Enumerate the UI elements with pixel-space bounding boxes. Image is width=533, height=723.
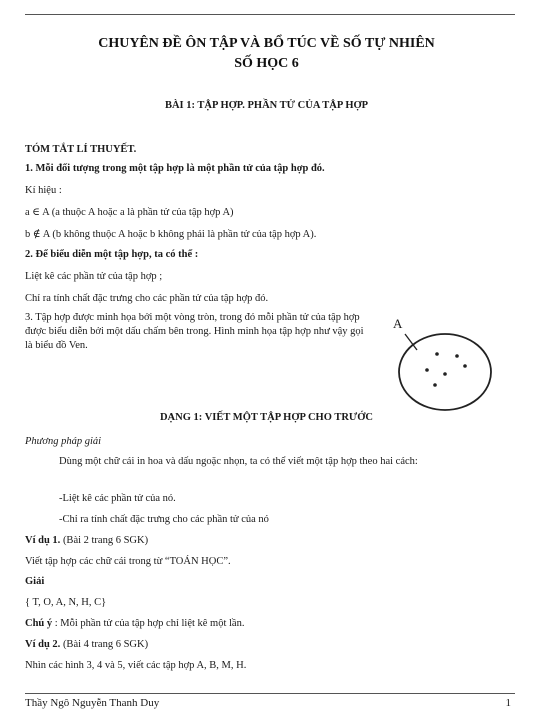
example-2-line xyxy=(25,638,148,652)
note-label: Chú ý xyxy=(25,618,53,629)
example-1-label: Ví dụ 1. xyxy=(25,535,61,546)
example-1-ref: (Bài 2 trang 6 SGK) xyxy=(60,535,149,546)
document-title-line2: SỐ HỌC 6 xyxy=(234,56,299,71)
venn-dot xyxy=(443,372,447,376)
solution-text: { T, O, A, N, H, C} xyxy=(25,597,107,608)
theory-heading: TÓM TẮT LÍ THUYẾT. xyxy=(25,144,137,155)
page-number: 1 xyxy=(505,697,511,709)
element-of-line: a ∈ A (a thuộc A hoặc a là phần tử của tập hợp A) xyxy=(25,207,234,218)
footer-author: Thầy Ngô Nguyễn Thanh Duy xyxy=(25,697,160,709)
method-text: Dùng một chữ cái in hoa và dấu ngoặc nhọn, ta có thể viết một tập hợp theo hai cách: xyxy=(59,456,418,467)
method-label: Phương pháp giải xyxy=(25,436,102,447)
not-element-of-line: b ∉ A (b không thuộc A hoặc b không phải là phần tử của tập hợp A). xyxy=(25,229,317,240)
note-line xyxy=(25,617,244,631)
example-2-label: Ví dụ 2. xyxy=(25,639,61,650)
theory-point-1: 1. Mỗi đối tượng trong một tập hợp là một phần tử của tập hợp đó. xyxy=(25,163,325,174)
venn-dot xyxy=(435,352,439,356)
footer-rule xyxy=(25,693,515,694)
top-rule xyxy=(25,14,515,15)
example-1-line xyxy=(25,534,148,548)
document-title-line1: CHUYÊN ĐỀ ÔN TẬP VÀ BỔ TÚC VỀ SỐ TỰ NHIÊN xyxy=(98,36,435,51)
venn-label: A xyxy=(393,316,403,331)
method-way-2: -Chỉ ra tính chất đặc trưng cho các phần tử của nó xyxy=(59,514,269,525)
method-way-1: -Liệt kê các phần tử của nó. xyxy=(59,493,176,504)
venn-dot xyxy=(425,368,429,372)
example-2-ref: (Bài 4 trang 6 SGK) xyxy=(60,639,149,650)
venn-dot xyxy=(455,354,459,358)
dang1-heading: DẠNG 1: VIẾT MỘT TẬP HỢP CHO TRƯỚC xyxy=(159,412,374,423)
symbol-label: Kí hiệu : xyxy=(25,185,62,196)
venn-dot xyxy=(433,383,437,387)
example-2-text: Nhìn các hình 3, 4 và 5, viết các tập hợp A, B, M, H. xyxy=(25,660,247,671)
solution-label: Giải xyxy=(25,576,45,587)
property-method: Chỉ ra tính chất đặc trưng cho các phần tử của tập hợp đó. xyxy=(25,293,269,304)
example-1-text: Viết tập hợp các chữ cái trong từ “TOÁN HỌC”. xyxy=(25,556,231,567)
theory-point-3: 3. Tập hợp được minh họa bởi một vòng tròn, trong đó mỗi phần tử của tập hợp được biểu diễn bởi một dấu chấm bên trong. Hình minh họa tập hợp như vậy gọi là biểu đồ Ven. xyxy=(25,312,364,351)
venn-dot xyxy=(463,364,467,368)
lesson-title: BÀI 1: TẬP HỢP. PHẦN TỬ CỦA TẬP HỢP xyxy=(164,100,369,111)
theory-point-2: 2. Để biểu diễn một tập hợp, ta có thể : xyxy=(25,249,199,260)
list-method: Liệt kê các phần tử của tập hợp ; xyxy=(25,271,163,282)
note-text: : Mỗi phần tử của tập hợp chỉ liệt kê một lần. xyxy=(52,618,245,629)
